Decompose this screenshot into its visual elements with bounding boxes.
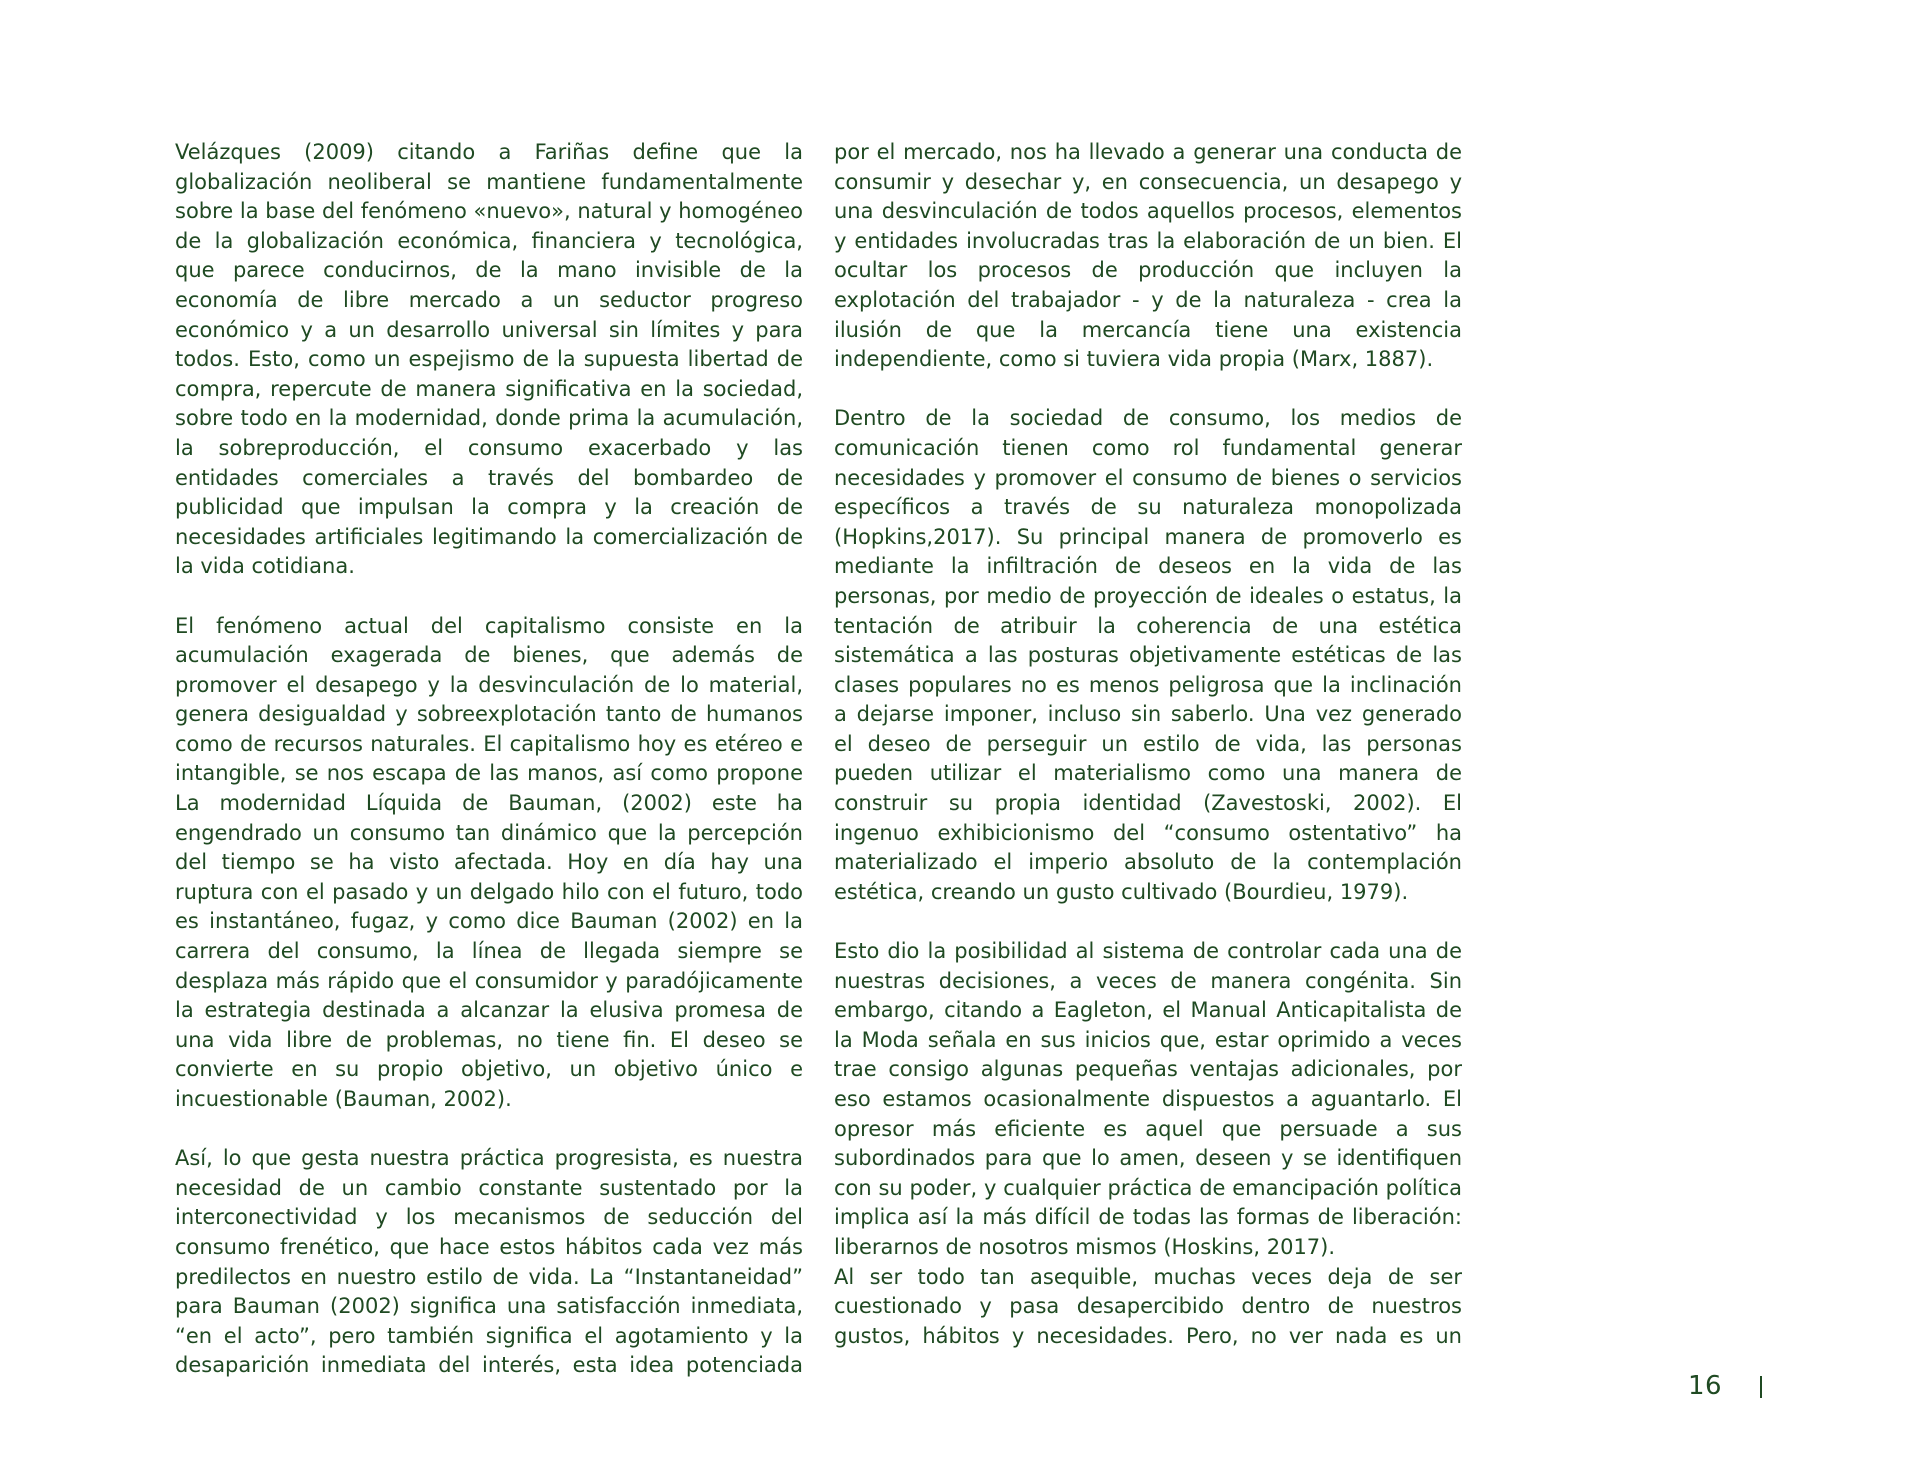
paragraph: Así, lo que gesta nuestra práctica progresista, es nuestra necesidad de un cambio constante sustentado por la interconectividad y los mecanismos de seducción del consumo frenético, que hace estos hábitos cada vez más predilectos en nuestro estilo de vida. La “Instantaneidad” para Bauman (2002) significa una satisfacción inmediata, “en el acto”, pero también significa el agotamiento y la desaparición inmediata del interés, esta idea potenciada [175, 1146, 803, 1378]
paragraph: Al ser todo tan asequible, muchas veces deja de ser cuestionado y pasa desapercibido dentro de nuestros gustos, hábitos y necesidades. Pero, no ver nada es un [834, 1264, 1462, 1348]
paragraph: por el mercado, nos ha llevado a generar una conducta de consumir y desechar y, en consecuencia, un desapego y una desvinculación de todos aquellos procesos, elementos y entidades involucradas tras la elaboración de un bien. El ocultar los procesos de producción que incluyen la explotación del trabajador - y de la naturaleza - crea la ilusión de que la mercancía tiene una existencia independiente, como si tuviera vida propia (Marx, 1887). [834, 140, 1462, 372]
paragraph: Esto dio la posibilidad al sistema de controlar cada una de nuestras decisiones, a veces de manera congénita. Sin embargo, citando a Eagleton, el Manual Anticapitalista de la Moda señala en sus inicios que, estar oprimido a veces trae consigo algunas pequeñas ventajas adicionales, por eso estamos ocasionalmente dispuestos a aguantarlo. El opresor más eficiente es aquel que persuade a sus subordinados para que lo amen, deseen y se identifiquen con su poder, y cualquier práctica de emancipación política implica así la más difícil de todas las formas de liberación: liberarnos de nosotros mismos (Hoskins, 2017). [834, 939, 1462, 1259]
paragraph: El fenómeno actual del capitalismo consiste en la acumulación exagerada de bienes, que además de promover el desapego y la desvinculación de lo material, genera desigualdad y sobreexplotación tanto de humanos como de recursos naturales. El capitalismo hoy es etéreo e intangible, se nos escapa de las manos, así como propone La modernidad Líquida de Bauman, (2002) este ha engendrado un consumo tan dinámico que la percepción del tiempo se ha visto afectada. Hoy en día hay una ruptura con el pasado y un delgado hilo con el futuro, todo es instantáneo, fugaz, y como dice Bauman (2002) en la carrera del consumo, la línea de llegada siempre se desplaza más rápido que el consumidor y paradójicamente la estrategia destinada a alcanzar la elusiva promesa de una vida libre de problemas, no tiene fin. El deseo se convierte en su propio objetivo, un objetivo único e incuestionable (Bauman, 2002). [175, 613, 803, 1111]
page-number: 16 [1688, 1371, 1723, 1401]
page-number-divider [1760, 1376, 1762, 1398]
left-text-column [175, 138, 803, 1381]
paragraph: Dentro de la sociedad de consumo, los medios de comunicación tienen como rol fundamental generar necesidades y promover el consumo de bienes o servicios específicos a través de su naturaleza monopolizada (Hopkins,2017). Su principal manera de promoverlo es mediante la infiltración de deseos en la vida de las personas, por medio de proyección de ideales o estatus, la tentación de atribuir la coherencia de una estética sistemática a las posturas objetivamente estéticas de las clases populares no es menos peligrosa que la inclinación a dejarse imponer, incluso sin saberlo. Una vez generado el deseo de perseguir un estilo de vida, las personas pueden utilizar el materialismo como una manera de construir su propia identidad (Zavestoski, 2002). El ingenuo exhibicionismo del “consumo ostentativo” ha materializado el imperio absoluto de la contemplación estética, creando un gusto cultivado (Bourdieu, 1979). [834, 406, 1462, 904]
paragraph: Velázques (2009) citando a Fariñas define que la globalización neoliberal se mantiene fundamentalmente sobre la base del fenómeno «nuevo», natural y homogéneo de la globalización económica, financiera y tecnológica, que parece conducirnos, de la mano invisible de la economía de libre mercado a un seductor progreso económico y a un desarrollo universal sin límites y para todos. Esto, como un espejismo de la supuesta libertad de compra, repercute de manera significativa en la sociedad, sobre todo en la modernidad, donde prima la acumulación, la sobreproducción, el consumo exacerbado y las entidades comerciales a través del bombardeo de publicidad que impulsan la compra y la creación de necesidades artificiales legitimando la comercialización de la vida cotidiana. [175, 140, 803, 579]
right-text-column [834, 138, 1462, 1351]
